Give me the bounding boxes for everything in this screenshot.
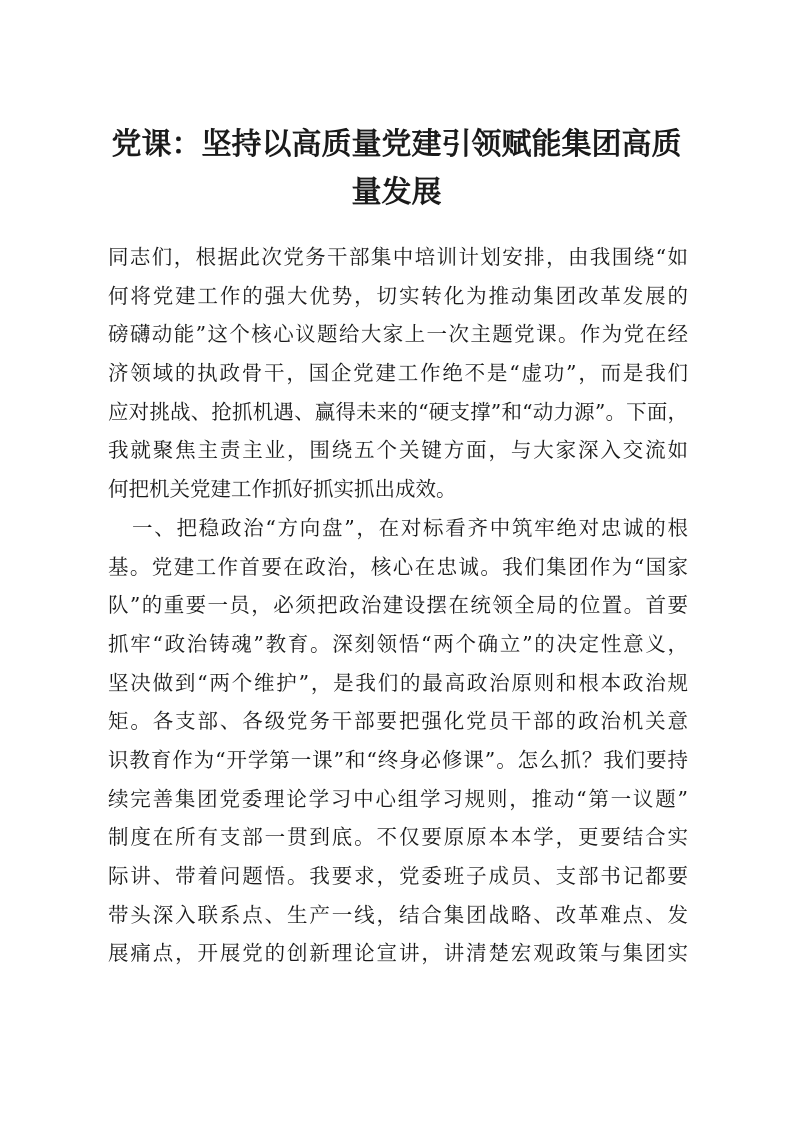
document-title-line-2: 量发展 — [351, 175, 442, 210]
body-line-9: 基。党建工作首要在政治，核心在忠诚。我们集团作为“国家 — [108, 554, 688, 579]
body-line-13: 矩。各支部、各级党务干部要把强化党员干部的政治机关意 — [108, 709, 688, 734]
body-line-6: 我就聚焦主责主业，围绕五个关键方面，与大家深入交流如 — [108, 438, 688, 463]
body-line-14: 识教育作为“开学第一课”和“终身必修课”。怎么抓？我们要持 — [108, 747, 688, 772]
body-line-19: 展痛点，开展党的创新理论宣讲，讲清楚宏观政策与集团实 — [108, 941, 688, 966]
body-line-2: 何将党建工作的强大优势，切实转化为推动集团改革发展的 — [108, 283, 688, 308]
body-line-18: 带头深入联系点、生产一线，结合集团战略、改革难点、发 — [108, 902, 688, 927]
body-line-11: 抓牢“政治铸魂”教育。深刻领悟“两个确立”的决定性意义， — [108, 631, 688, 656]
body-line-10: 队”的重要一员，必须把政治建设摆在统领全局的位置。首要 — [108, 593, 688, 618]
body-line-12: 坚决做到“两个维护”，是我们的最高政治原则和根本政治规 — [108, 670, 688, 695]
body-line-8: 一、把稳政治“方向盘”，在对标看齐中筑牢绝对忠诚的根 — [132, 515, 688, 540]
body-line-4: 济领域的执政骨干，国企党建工作绝不是“虚功”，而是我们 — [108, 361, 688, 386]
document-body — [108, 238, 688, 973]
body-line-3: 磅礴动能”这个核心议题给大家上一次主题党课。作为党在经 — [108, 322, 688, 347]
body-line-5: 应对挑战、抢抓机遇、赢得未来的“硬支撑”和“动力源”。下面， — [108, 399, 688, 424]
body-line-15: 续完善集团党委理论学习中心组学习规则，推动“第一议题” — [108, 786, 688, 811]
document-title-line-1: 党课：坚持以高质量党建引领赋能集团高质 — [111, 127, 682, 162]
body-line-16: 制度在所有支部一贯到底。不仅要原原本本学，更要结合实 — [108, 825, 688, 850]
body-line-7: 何把机关党建工作抓好抓实抓出成效。 — [108, 477, 457, 502]
body-line-17: 际讲、带着问题悟。我要求，党委班子成员、支部书记都要 — [108, 864, 688, 888]
body-line-1: 同志们，根据此次党务干部集中培训计划安排，由我围绕“如 — [108, 245, 688, 269]
